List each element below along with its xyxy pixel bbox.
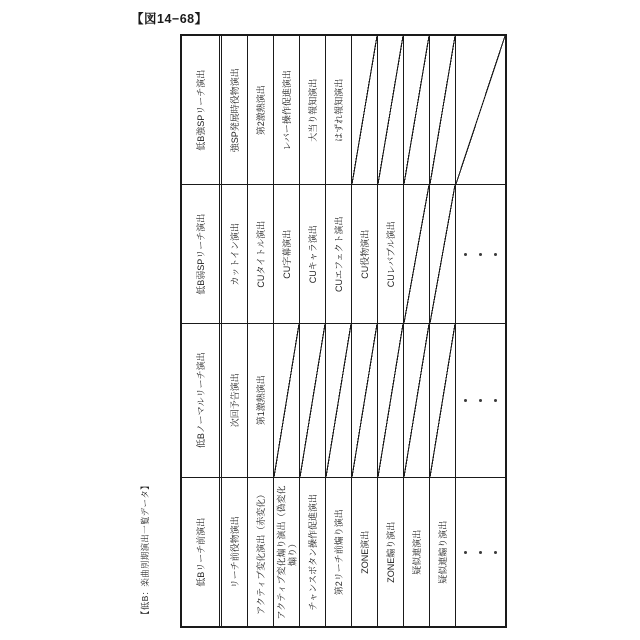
ellipsis-dot [464,253,467,256]
ellipsis-dot [479,551,482,554]
effect-cell [248,324,274,477]
effect-cell [352,478,378,626]
empty-slashed-cell [456,36,505,184]
effect-cell [222,324,248,477]
empty-slashed-cell [430,36,456,184]
empty-slashed-cell [300,324,326,477]
column-group-header [182,36,222,184]
effect-label: CUキャラ演出 [307,225,318,283]
column-group-header-label: 低B弱SPリーチ演出 [195,213,206,295]
effect-label: アクティブ変化煽り演出（偽変化煽り） [276,485,297,620]
column-group-header-label: 低Bノーマルリーチ演出 [195,352,206,449]
effect-label: 第2激熱演出 [255,85,266,136]
ellipsis-dot [494,253,497,256]
effect-cell [222,185,248,323]
column-group-header [182,324,222,477]
ellipsis-dots [464,253,497,256]
effect-cell [222,478,248,626]
effect-cell [300,185,326,323]
effect-label: CUタイトル演出 [255,220,266,288]
effect-cell [326,185,352,323]
empty-slashed-cell [352,36,378,184]
table-caption-text: 【低B：楽曲別期演出一覧データ】 [140,481,150,619]
empty-slashed-cell [378,36,404,184]
empty-slashed-cell [326,324,352,477]
effect-label: 第2リーチ前煽り演出 [333,509,344,596]
ellipsis-dot [464,399,467,402]
effect-cell [300,36,326,184]
ellipsis-dot [479,399,482,402]
effect-label: カットイン演出 [229,222,240,286]
empty-slashed-cell [404,185,430,323]
effect-label: リーチ前役物演出 [229,516,240,589]
effect-cell [352,185,378,323]
effect-cell [222,36,248,184]
effect-label: アクティブ変化演出（赤変化） [255,489,266,615]
table-caption [139,481,153,619]
effect-cell [274,478,300,626]
effect-label: レバー操作促進演出 [281,69,292,151]
effect-label: はずれ報知演出 [333,78,344,142]
effect-label: CU字幕演出 [281,229,292,279]
effect-label: CUエフェクト演出 [333,216,344,292]
ellipsis-dots [464,399,497,402]
ellipsis-cell [456,185,505,323]
effect-label: 大当り報知演出 [307,78,318,142]
effect-cell [248,478,274,626]
effect-cell [378,185,404,323]
effect-cell [248,185,274,323]
empty-slashed-cell [378,324,404,477]
effect-cell [248,36,274,184]
empty-slashed-cell [404,324,430,477]
effect-label: ZONE演出 [359,530,370,574]
empty-slashed-cell [430,324,456,477]
figure-number: 【図14−68】 [131,12,208,26]
column-group-header [182,185,222,323]
effect-label: 次回予告演出 [229,373,240,428]
column-group [182,324,505,478]
effect-cell [274,36,300,184]
effect-label: CU役物演出 [359,229,370,279]
effect-cell [430,478,456,626]
effect-label: ZONE煽り演出 [385,521,396,583]
effect-label: 疑似連演出 [411,529,422,575]
effect-cell [378,478,404,626]
effect-cell [404,478,430,626]
column-group-header-label: 低Bリーチ前演出 [195,517,206,587]
effect-cell [274,185,300,323]
ellipsis-cell [456,324,505,477]
empty-slashed-cell [404,36,430,184]
effect-label: 強SP発展時役物演出 [229,68,240,153]
ellipsis-dots [464,551,497,554]
effect-label: 第1激熱演出 [255,375,266,426]
column-group-header-label: 低B強SPリーチ演出 [195,69,206,151]
ellipsis-dot [479,253,482,256]
empty-slashed-cell [274,324,300,477]
column-group-header [182,478,222,626]
ellipsis-dot [494,551,497,554]
column-group [182,478,505,626]
effect-cell [300,478,326,626]
effect-label: チャンスボタン操作促進演出 [307,493,318,611]
effect-cell [326,478,352,626]
column-group [182,36,505,185]
empty-slashed-cell [430,185,456,323]
ellipsis-cell [456,478,505,626]
empty-slashed-cell [352,324,378,477]
effect-label: 疑似連煽り演出 [437,520,448,584]
column-group [182,185,505,324]
ellipsis-dot [464,551,467,554]
ellipsis-dot [494,399,497,402]
effect-label: CUレバブル演出 [385,221,396,288]
effect-cell [326,36,352,184]
effect-table [180,34,507,628]
